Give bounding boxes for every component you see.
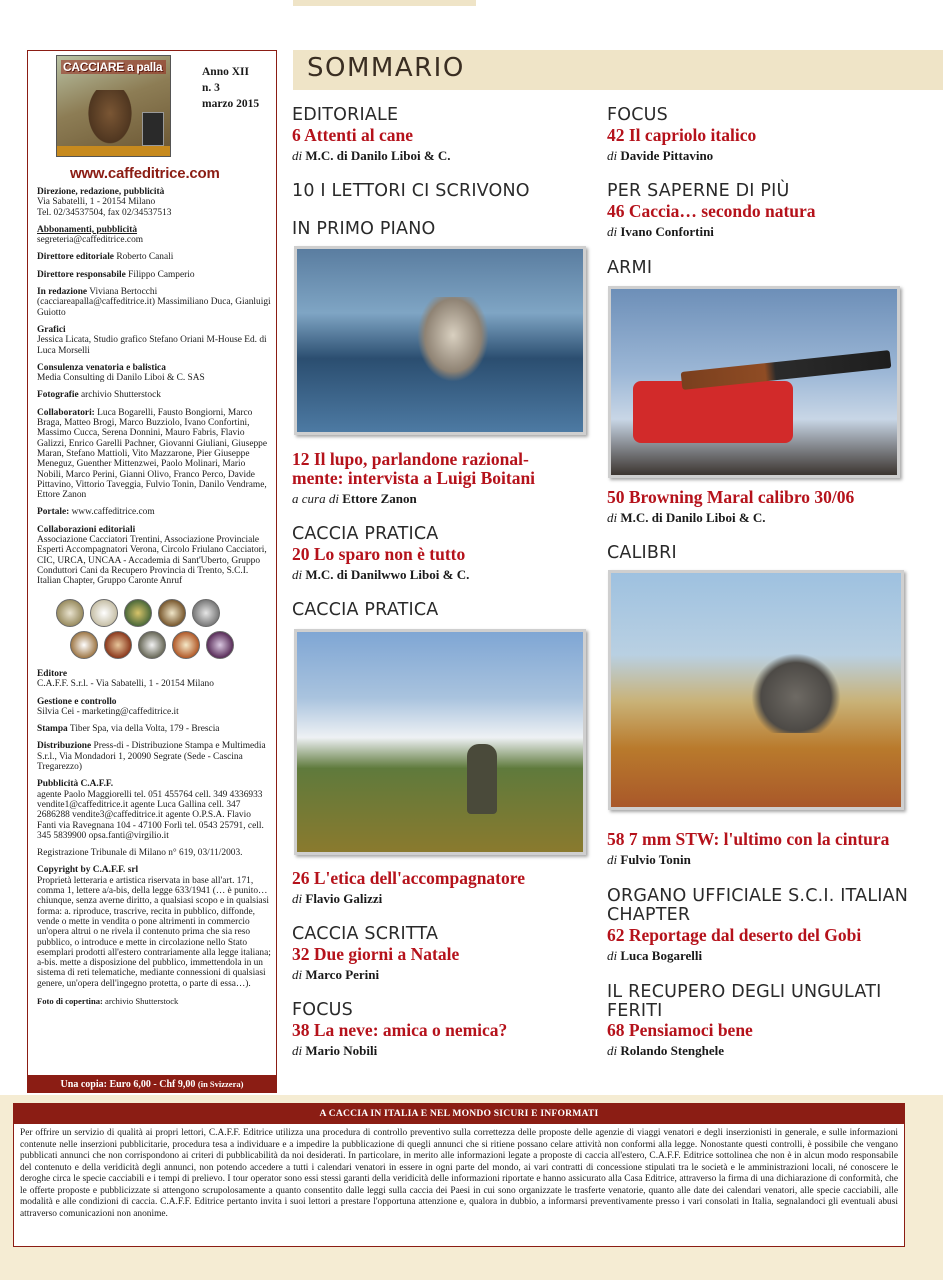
- toc-entry-title[interactable]: 68 Pensiamoci bene: [607, 1020, 753, 1040]
- credit-block: Grafici Jessica Licata, Studio grafico Stefano Oriani M-House Ed. di Luca Morselli: [37, 324, 267, 356]
- oryx-photo: [608, 570, 904, 810]
- price-note: (in Svizzera): [197, 1079, 244, 1089]
- credits-list: [37, 187, 271, 594]
- association-seal-icon: [158, 599, 186, 627]
- toc-section-label: ARMI: [607, 258, 653, 278]
- credit-block: Abbonamenti, pubblicità segreteria@caffeditrice.com: [37, 224, 144, 246]
- toc-entry-title[interactable]: 62 Reportage dal deserto del Gobi: [607, 925, 862, 945]
- toc-entry-author: di M.C. di Danilo Liboi & C.: [607, 510, 766, 525]
- credit-block: In redazione Viviana Bertocchi (cacciareapalla@caffeditrice.it) Massimiliano Duca, Gianluigi Guiotto: [37, 287, 271, 318]
- association-seal-icon: [90, 599, 118, 627]
- issue-year: Anno XII: [202, 66, 249, 78]
- toc-section-label: IN PRIMO PIANO: [292, 219, 436, 239]
- credit-block: Consulenza venatoria e balistica Media Consulting di Danilo Liboi & C. SAS: [37, 362, 205, 384]
- toc-section-label: EDITORIALE: [292, 105, 399, 125]
- credit-block: Foto di copertina: archivio Shutterstock: [37, 996, 179, 1007]
- cover-product-image: [142, 112, 164, 146]
- toc-section-label: PER SAPERNE DI PIÙ: [607, 181, 790, 201]
- association-seal-icon: [192, 599, 220, 627]
- price-bar: [27, 1075, 277, 1093]
- price-text: Una copia: Euro 6,00 - Chf 9,00: [60, 1079, 196, 1090]
- toc-entry-author: di Mario Nobili: [292, 1043, 378, 1058]
- issue-number: n. 3: [202, 82, 220, 94]
- credit-block: Pubblicità C.A.F.F. agente Paolo Maggiorelli tel. 051 455764 cell. 349 4336933 vendite1@caffeditrice.it agente Luca Gallina cell. 347 2686288 vendite3@caffeditrice.it agente O.P.S.A. Flavio Fanti via Ravegnana 104 - 47100 Forlì tel. 0543 25791, cell. 345 5839900 opsa.fanti@virgilio.it: [37, 779, 264, 841]
- credit-block: Collaborazioni editoriali Associazione Cacciatori Trentini, Associazione Provinciale Esperti Accompagnatori Verona, Circolo Friulano Cacciatori, CIC, URCA, UNCAA - Accademia di Sant'Uberto, Gruppo Conduttori Cani da Recupero Provincia di Trento, S.C.I. Italian Chapter, Gruppo Caronte Anruf: [37, 524, 267, 587]
- notice-box: [13, 1103, 905, 1247]
- toc-entry-author: di Marco Perini: [292, 967, 380, 982]
- credit-block: Direttore responsabile Filippo Camperio: [37, 269, 195, 280]
- credit-block: Fotografie archivio Shutterstock: [37, 390, 161, 401]
- toc-entry-author: di Ivano Confortini: [607, 224, 714, 239]
- toc-entry-title[interactable]: 58 7 mm STW: l'ultimo con la cintura: [607, 829, 890, 849]
- toc-entry-title[interactable]: 20 Lo sparo non è tutto: [292, 544, 466, 564]
- credit-block: Distribuzione Press-di - Distribuzione Stampa e Multimedia S.r.l., Via Mondadori 1, 20090 Segrate (Sede - Cascina Tregarezzo): [37, 741, 266, 773]
- cover-deer-image: [85, 90, 135, 148]
- association-logos: [56, 599, 256, 664]
- notice-body: Per offrire un servizio di qualità ai propri lettori, C.A.F.F. Editrice utilizza una procedura di controllo preventivo sulla correttezza delle proposte delle agenzie di viaggi venatori e degli inserzionisti in generale, e sulle informazioni contenute nelle inserzioni pubblicitarie, procedura tesa a individuare e a impedire la pubblicazione di quegli annunci che si ritiene possano celare attività non conformi alla legge. Nonostante questi controlli, è possibile che vengano pubblicati annunci che non corrispondono ai criteri di pubblicabilità da noi desiderati. In particolare, in merito alle informazioni legate a proposte di caccia all'estero, C.A.F.F. Editrice sottolinea che non è in alcun modo responsabile del contenuto e della veridicità degli annunci, non potendo accedere a tutti i calendari venatori in essere in ogni parte del mondo, ai vari contratti di concessione stipulati tra le società e le amministrazioni locali, né conoscere le deroghe circa le specie cacciabili e i tempi di prelievo. I tour operator sono essi stessi garanti della veridicità delle informazioni riportate e hanno assicurato alla Casa Editrice, attraverso la firma di una dichiarazione di conformità, che le offerte proposte e pubblicizzate si attengono scrupolosamente a quanto consentito dalle leggi sulla caccia dei Paesi in cui sono organizzate le trasferte venatorie, quanto alle date dei calendari venatori, alle specie cacciabili, alle modalità e alle condizioni di caccia. C.A.F.F. Editrice pertanto invita i suoi lettori a prestare l'opportuna attenzione e, qualora in dubbio, a informarsi preventivamente presso i vari consolati in Italia, segnalandoci gli eventuali abusi attraverso comunicazioni non anonime.: [20, 1128, 898, 1219]
- toc-entry-author: di Luca Bogarelli: [607, 948, 703, 963]
- toc-entry-author: di M.C. di Danilo Liboi & C.: [292, 148, 451, 163]
- toc-entry-author: di Flavio Galizzi: [292, 891, 383, 906]
- sommario-header: [293, 50, 943, 90]
- toc-entry-title-continued[interactable]: mente: intervista a Luigi Boitani: [292, 468, 536, 488]
- toc-entry-title[interactable]: 12 Il lupo, parlandone razional-: [292, 449, 529, 469]
- toc-entry-title[interactable]: 38 La neve: amica o nemica?: [292, 1020, 508, 1040]
- association-seal-icon: [56, 599, 84, 627]
- website-link[interactable]: www.caffeditrice.com: [70, 165, 220, 182]
- mountain-hunter-photo: [294, 629, 586, 855]
- toc-section-label: CACCIA SCRITTA: [292, 924, 439, 944]
- wolf-figure: [417, 297, 489, 382]
- credit-block: Stampa Tiber Spa, via della Volta, 179 - Brescia: [37, 724, 220, 735]
- shooting-rest: [633, 381, 793, 443]
- toc-entry-title[interactable]: 42 Il capriolo italico: [607, 125, 757, 145]
- notice-heading: A CACCIA IN ITALIA E NEL MONDO SICURI E INFORMATI: [14, 1104, 904, 1124]
- cover-stripe: [57, 146, 170, 156]
- header-top-rule: [293, 0, 476, 6]
- magazine-cover-thumbnail: [56, 55, 171, 157]
- toc-entry-title[interactable]: 32 Due giorni a Natale: [292, 944, 460, 964]
- page-title: SOMMARIO: [307, 53, 465, 83]
- association-seal-icon: [104, 631, 132, 659]
- toc-entry-title[interactable]: 6 Attenti al cane: [292, 125, 414, 145]
- association-seal-icon: [172, 631, 200, 659]
- cover-title: CACCIARE a palla: [61, 60, 166, 74]
- toc-entry-author: di M.C. di Danilwwo Liboi & C.: [292, 567, 470, 582]
- rifle-photo: [608, 286, 900, 478]
- credit-block: Portale: www.caffeditrice.com: [37, 507, 155, 518]
- credit-block: Copyright by C.A.F.F. srl Proprietà letteraria e artistica riservata in base all'art. 171, comma 1, lettere a/a-bis, della legge 633/1941 (… è punito… chiunque, senza averne diritto, a qualsiasi scopo e in qualsiasi forma: a. riproduce, trascrive, recita in pubblico, diffonde, vende o mette in vendita o pone altrimenti in commercio un'opera altrui o ne rivela il contenuto prima che sia reso pubblico, o introduce e mette in circolazione nello Stato esemplari prodotti all'estero contrariamente alla legge italiana; a-bis. mette a disposizione del pubblico, immettendola in un sistema di reti telematiche, mediante connessioni di qualsiasi genere, un'opera dell'ingegno protetta, o parte di essa…).: [37, 865, 271, 989]
- toc-section-label: IL RECUPERO DEGLI UNGULATI: [607, 982, 882, 1002]
- association-seal-icon: [206, 631, 234, 659]
- association-seal-icon: [124, 599, 152, 627]
- masthead-box: [27, 50, 277, 1093]
- hunter-figure: [467, 744, 497, 814]
- toc-entry-title[interactable]: 46 Caccia… secondo natura: [607, 201, 816, 221]
- toc-section-label: CALIBRI: [607, 543, 677, 563]
- credit-block: Registrazione Tribunale di Milano n° 619, 03/11/2003.: [37, 848, 243, 859]
- wolf-photo: [294, 246, 586, 435]
- association-seal-icon: [70, 631, 98, 659]
- issue-date: marzo 2015: [202, 98, 260, 110]
- oryx-figure: [751, 653, 841, 733]
- credit-block: Editore C.A.F.F. S.r.l. - Via Sabatelli, 1 - 20154 Milano: [37, 669, 214, 690]
- credits-list-2: [37, 669, 271, 1013]
- toc-section-label: CACCIA PRATICA: [292, 524, 439, 544]
- toc-section-label: FOCUS: [607, 105, 668, 125]
- issue-info: [202, 64, 259, 112]
- credit-block: Gestione e controllo Silvia Cei - marketing@caffeditrice.it: [37, 696, 179, 717]
- toc-entry-author: di Rolando Stenghele: [607, 1043, 725, 1058]
- toc-section-label: ORGANO UFFICIALE S.C.I. ITALIAN: [607, 886, 909, 906]
- toc-entry-title[interactable]: 50 Browning Maral calibro 30/06: [607, 487, 855, 507]
- toc-entry-author: di Davide Pittavino: [607, 148, 714, 163]
- credit-block: Collaboratori: Luca Bogarelli, Fausto Bongiorni, Marco Braga, Matteo Brogi, Marco Buzziolo, Ivano Confortini, Massimo Cucca, Serena Donnini, Mauro Fabris, Flavio Galizzi, Enrico Garelli Pachner, Giovanni Giuliani, Giuseppe Maran, Stefano Mattioli, Vito Mazzarone, Pier Giuseppe Meneguz, Guenther Mittenzwei, Paolo Molinari, Mario Nobili, Marco Perini, Gianni Olivo, Franco Perco, Davide Pittavino, Vittorio Taveggia, Fulvio Tonin, Danilo Vendrame, Ettore Zanon: [37, 407, 268, 501]
- toc-entry-title[interactable]: 26 L'etica dell'accompagnatore: [292, 868, 525, 888]
- toc-section-label[interactable]: 10 I LETTORI CI SCRIVONO: [292, 181, 530, 201]
- toc-entry-author: a cura di Ettore Zanon: [292, 491, 417, 506]
- toc-entry-author: di Fulvio Tonin: [607, 852, 691, 867]
- association-seal-icon: [138, 631, 166, 659]
- toc-section-label-continued: FERITI: [607, 1001, 663, 1021]
- toc-section-label: FOCUS: [292, 1000, 353, 1020]
- toc-section-label: CACCIA PRATICA: [292, 600, 439, 620]
- toc-section-label-continued: CHAPTER: [607, 905, 691, 925]
- credit-block: Direzione, redazione, pubblicità Via Sabatelli, 1 - 20154 Milano Tel. 02/34537504, fax 02/34537513: [37, 187, 172, 218]
- credit-block: Direttore editoriale Roberto Canali: [37, 252, 174, 263]
